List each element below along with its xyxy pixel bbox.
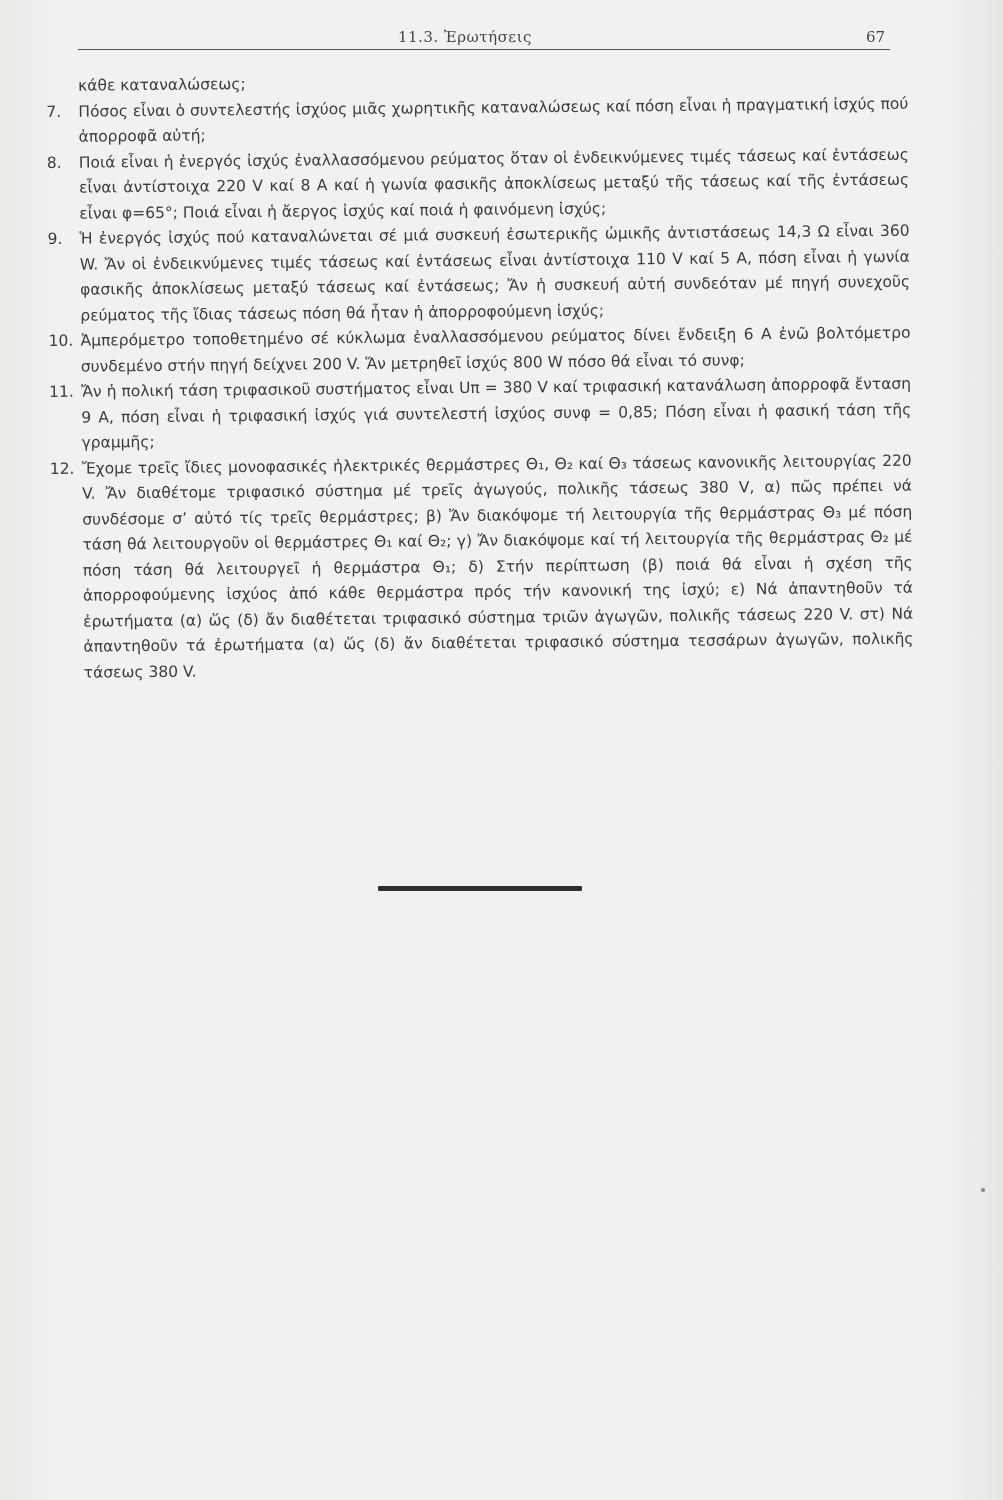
question-number: 8. (46, 153, 62, 172)
question-text: Ἄν ἡ πολική τάση τριφασικοῦ συστήματος εἶναι Uπ = 380 V καί τριφασική κατανάλωση ἀπορροφᾶ ἔνταση 9 A, πόση εἶναι ἡ τριφασική ἰσχύς γιά συντελεστή ἰσχύος συνφ = 0,85; Πόση εἶναι ἡ φασική τάση τῆς γραμμῆς; (80, 374, 912, 452)
question-number: 12. (49, 459, 75, 478)
header-rule (78, 49, 890, 50)
question-text: Ποιά εἶναι ἡ ἐνεργός ἰσχύς ἐναλλασσόμενου ρεύματος ὅταν οἱ ἐνδεικνύμενες τιμές τάσεως καί ἐντάσεως εἶναι ἀντίστοιχα 220 V καί 8 A καί ἡ γωνία φασικῆς ἀποκλίσεως μεταξύ τῆς τάσεως καί τῆς ἐντάσεως εἶναι φ=65°; Ποιά εἶναι ἡ ἄεργος ἰσχύς καί ποιά ἡ φαινόμενη ἰσχύς; (78, 145, 910, 223)
continuation-text: κάθε καταναλώσεως; (78, 75, 246, 95)
question-10 (48, 321, 910, 380)
questions-section (46, 66, 914, 686)
question-text: Ἔχομε τρεῖς ἴδιες μονοφασικές ἠλεκτρικές θερμάστρες Θ₁, Θ₂ καί Θ₃ τάσεως κανονικῆς λειτουργίας 220 V. Ἄν διαθέτομε τριφασικό σύστημα μέ τρεῖς ἀγωγούς, πολικῆς τάσεως 380 V, α) πῶς πρέπει νά συνδέσομε σ’ αὐτό τίς τρεῖς θερμάστρες; β) Ἄν διακόψομε τή λειτουργία τῆς θερμάστρας Θ₃ μέ πόση τάση θά λειτουργοῦν οἱ θερμάστρες Θ₁ καί Θ₂; γ) Ἄν διακόψομε καί τή λειτουργία τῆς θερμάστρας Θ₂ μέ πόση τάση θά λειτουργεῖ ἡ θερμάστρα Θ₁; δ) Στήν περίπτωση (β) ποιά θά εἶναι ἡ σχέση τῆς ἀπορροφούμενης ἰσχύος ἀπό κάθε θερμάστρα πρός τήν κανονική της ἰσχύ; ε) Νά ἀπαντηθοῦν τά ἐρωτήματα (α) ὥς (δ) ἄν διαθέτεται τριφασικό σύστημα τριῶν ἀγωγῶν, πολικῆς τάσεως 220 V. στ) Νά ἀπαντηθοῦν τά ἐρωτήματα (α) ὥς (δ) ἄν διαθέτεται τριφασικό σύστημα τεσσάρων ἀγωγῶν, πολικῆς τάσεως 380 V. (81, 451, 914, 682)
question-8 (47, 142, 910, 227)
question-9 (47, 219, 910, 329)
question-text: Ἀμπερόμετρο τοποθετημένο σέ κύκλωμα ἐναλλασσόμενου ρεύματος δίνει ἔνδειξη 6 A ἐνῶ βολτόμετρο συνδεμένο στήν πηγή δείχνει 200 V. Ἄν μετρηθεῖ ἰσχύς 800 W πόσο θά εἶναι τό συνφ; (80, 323, 911, 376)
question-11 (49, 372, 912, 457)
chapter-end-rule (378, 886, 582, 891)
running-title: 11.3. Ἐρωτήσεις (398, 28, 532, 46)
question-number: 11. (48, 382, 74, 401)
page-number: 67 (866, 28, 886, 46)
question-number: 10. (48, 331, 74, 350)
question-7 (46, 91, 908, 150)
question-number: 7. (46, 102, 62, 121)
question-12 (50, 448, 914, 686)
paper-speck (981, 1188, 985, 1192)
running-head (0, 22, 1003, 52)
question-text: Πόσος εἶναι ὁ συντελεστής ἰσχύος μιᾶς χωρητικῆς καταναλώσεως καί πόση εἶναι ἡ πραγματική ἰσχύς πού ἀπορροφᾶ αὐτή; (78, 94, 909, 146)
question-text: Ἡ ἐνεργός ἰσχύς πού καταναλώνεται σέ μιά συσκευή ἐσωτερικῆς ὠμικῆς ἀντιστάσεως 14,3 Ω εἶναι 360 W. Ἄν οἱ ἐνδεικνύμενες τιμές τάσεως καί ἐντάσεως εἶναι ἀντίστοιχα 110 V καί 5 A, πόση εἶναι ἡ γωνία φασικῆς ἀποκλίσεως μεταξύ τάσεως καί ἐντάσεως; Ἄν ἡ συσκευή αὐτή συνδεόταν μέ πηγή συνεχοῦς ρεύματος τῆς ἴδιας τάσεως πόση θά ἦταν ἡ ἀπορροφούμενη ἰσχύς; (79, 221, 911, 325)
question-number: 9. (47, 229, 63, 248)
